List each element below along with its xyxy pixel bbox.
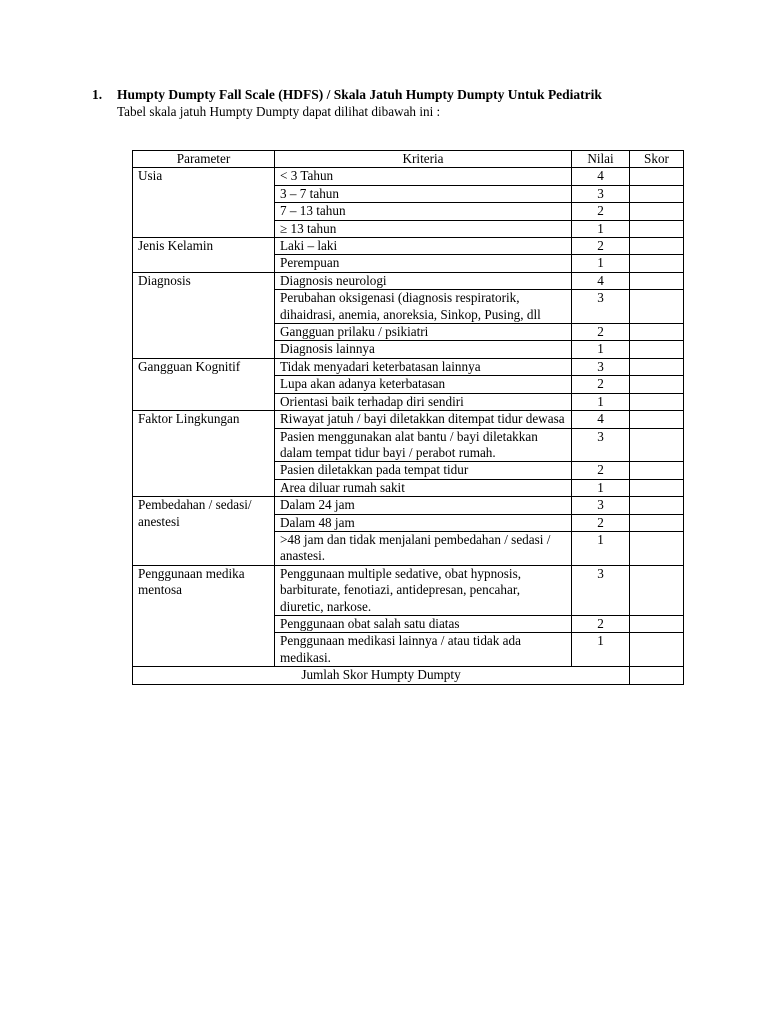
kriteria-cell: Perubahan oksigenasi (diagnosis respiratorik, dihaidrasi, anemia, anoreksia, Sinkop, Pusing, dll [275,290,572,324]
skor-cell[interactable] [630,428,684,462]
header-parameter: Parameter [133,151,275,168]
skor-cell[interactable] [630,290,684,324]
parameter-cell: Faktor Lingkungan [133,411,275,497]
kriteria-cell: Perempuan [275,255,572,272]
parameter-cell: Penggunaan medika mentosa [133,565,275,666]
kriteria-cell: Penggunaan multiple sedative, obat hypnosis, barbiturate, fenotiazi, antidepresan, pencahar, diuretic, narkose. [275,565,572,615]
nilai-cell: 2 [572,462,630,479]
nilai-cell: 3 [572,565,630,615]
nilai-cell: 4 [572,272,630,289]
parameter-cell: Diagnosis [133,272,275,358]
skor-cell[interactable] [630,462,684,479]
table-header-row [133,151,684,168]
nilai-cell: 1 [572,341,630,358]
table-row [133,272,684,289]
header-nilai: Nilai [572,151,630,168]
kriteria-cell: Tidak menyadari keterbatasan lainnya [275,358,572,375]
total-skor-cell[interactable] [630,667,684,684]
kriteria-cell: 3 – 7 tahun [275,185,572,202]
kriteria-cell: Diagnosis lainnya [275,341,572,358]
header-kriteria: Kriteria [275,151,572,168]
nilai-cell: 1 [572,220,630,237]
nilai-cell: 3 [572,358,630,375]
skor-cell[interactable] [630,411,684,428]
section-title: Humpty Dumpty Fall Scale (HDFS) / Skala Jatuh Humpty Dumpty Untuk Pediatrik [117,87,602,102]
kriteria-cell: Dalam 24 jam [275,497,572,514]
table-row [133,358,684,375]
nilai-cell: 3 [572,497,630,514]
nilai-cell: 1 [572,255,630,272]
kriteria-cell: < 3 Tahun [275,168,572,185]
nilai-cell: 2 [572,203,630,220]
skor-cell[interactable] [630,479,684,496]
kriteria-cell: Dalam 48 jam [275,514,572,531]
nilai-cell: 1 [572,393,630,410]
nilai-cell: 2 [572,615,630,632]
kriteria-cell: Pasien diletakkan pada tempat tidur [275,462,572,479]
nilai-cell: 3 [572,428,630,462]
skor-cell[interactable] [630,220,684,237]
section-heading [92,87,602,103]
skor-cell[interactable] [630,358,684,375]
table-body [133,168,684,684]
kriteria-cell: ≥ 13 tahun [275,220,572,237]
skor-cell[interactable] [630,341,684,358]
kriteria-cell: Diagnosis neurologi [275,272,572,289]
skor-cell[interactable] [630,393,684,410]
skor-cell[interactable] [630,255,684,272]
skor-cell[interactable] [630,565,684,615]
skor-cell[interactable] [630,531,684,565]
parameter-cell: Usia [133,168,275,238]
nilai-cell: 1 [572,479,630,496]
table-row [133,411,684,428]
table-row [133,168,684,185]
nilai-cell: 4 [572,168,630,185]
skor-cell[interactable] [630,185,684,202]
section-number: 1. [92,87,103,102]
kriteria-cell: Pasien menggunakan alat bantu / bayi diletakkan dalam tempat tidur bayi / perabot rumah. [275,428,572,462]
skor-cell[interactable] [630,514,684,531]
nilai-cell: 1 [572,531,630,565]
kriteria-cell: Penggunaan medikasi lainnya / atau tidak ada medikasi. [275,633,572,667]
parameter-cell: Pembedahan / sedasi/ anestesi [133,497,275,566]
kriteria-cell: Lupa akan adanya keterbatasan [275,376,572,393]
total-label: Jumlah Skor Humpty Dumpty [133,667,630,684]
table-row [133,497,684,514]
nilai-cell: 4 [572,411,630,428]
kriteria-cell: Riwayat jatuh / bayi diletakkan ditempat tidur dewasa [275,411,572,428]
skor-cell[interactable] [630,203,684,220]
hdfs-table [132,150,684,685]
nilai-cell: 1 [572,633,630,667]
kriteria-cell: Laki – laki [275,238,572,255]
table-row [133,238,684,255]
table-row [133,565,684,615]
skor-cell[interactable] [630,238,684,255]
nilai-cell: 3 [572,290,630,324]
parameter-cell: Gangguan Kognitif [133,358,275,410]
skor-cell[interactable] [630,633,684,667]
header-skor: Skor [630,151,684,168]
skor-cell[interactable] [630,497,684,514]
intro-text: Tabel skala jatuh Humpty Dumpty dapat dilihat dibawah ini : [117,104,441,119]
kriteria-cell: >48 jam dan tidak menjalani pembedahan / sedasi / anastesi. [275,531,572,565]
kriteria-cell: Penggunaan obat salah satu diatas [275,615,572,632]
total-row [133,667,684,684]
skor-cell[interactable] [630,272,684,289]
skor-cell[interactable] [630,376,684,393]
kriteria-cell: Orientasi baik terhadap diri sendiri [275,393,572,410]
nilai-cell: 2 [572,376,630,393]
nilai-cell: 2 [572,514,630,531]
skor-cell[interactable] [630,168,684,185]
kriteria-cell: Area diluar rumah sakit [275,479,572,496]
skor-cell[interactable] [630,324,684,341]
parameter-cell: Jenis Kelamin [133,238,275,273]
nilai-cell: 2 [572,238,630,255]
nilai-cell: 3 [572,185,630,202]
kriteria-cell: 7 – 13 tahun [275,203,572,220]
skor-cell[interactable] [630,615,684,632]
nilai-cell: 2 [572,324,630,341]
kriteria-cell: Gangguan prilaku / psikiatri [275,324,572,341]
